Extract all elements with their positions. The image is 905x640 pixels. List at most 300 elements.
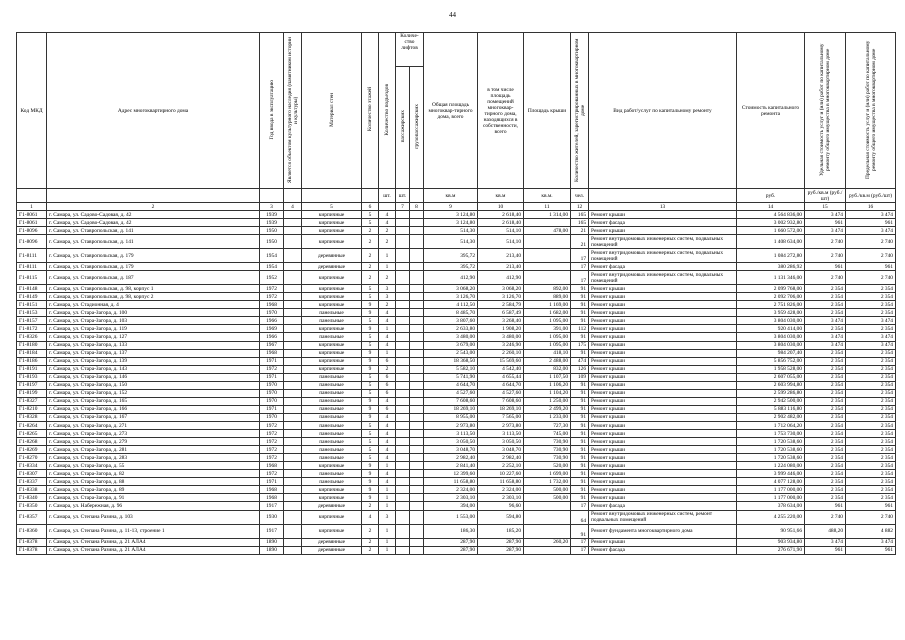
cell-entrances: 2 — [379, 235, 396, 249]
cell-unit-cost: 3 474 — [805, 333, 846, 341]
cell-unit-cost: 2 354 — [805, 494, 846, 502]
cell-floors: 5 — [362, 219, 379, 227]
cell-heritage — [284, 470, 302, 478]
cell-work-type: Ремонт крыши — [589, 470, 737, 478]
cell-entrances: 1 — [379, 486, 396, 494]
cell-address: г. Самара, ул. Стара-Загора, д. 146 — [47, 373, 260, 381]
cell-owned-area: 287,90 — [478, 538, 524, 546]
cell-limit-cost: 2 354 — [846, 405, 896, 413]
cell-heritage — [284, 510, 302, 524]
cell-work-type: Ремонт фундамента многоквартирного дома — [589, 524, 737, 538]
cell-total-area: 394,00 — [424, 502, 478, 510]
cell-heritage — [284, 235, 302, 249]
column-number: 9 — [424, 203, 478, 211]
cell-code: Г1-8378 — [17, 538, 47, 546]
cell-limit-cost: 2 354 — [846, 349, 896, 357]
cell-limit-cost: 4 882 — [846, 524, 896, 538]
cell-cost: 2 751 826,00 — [737, 301, 805, 309]
cell-limit-cost: 2 354 — [846, 285, 896, 293]
cell-limit-cost: 3 474 — [846, 211, 896, 219]
cell-roof-area: 1 095,00 — [524, 341, 571, 349]
cell-heritage — [284, 341, 302, 349]
cell-heritage — [284, 285, 302, 293]
cell-roof-area: 1 095,00 — [524, 333, 571, 341]
cell-floors: 2 — [362, 546, 379, 554]
cell-owned-area: 2 618,40 — [478, 219, 524, 227]
cell-residents: 474 — [571, 357, 589, 365]
cell-floors: 9 — [362, 309, 379, 317]
cell-code: Г1-8270 — [17, 454, 47, 462]
cell-unit-cost: 2 740 — [805, 249, 846, 263]
cell-owned-area: 2 252,10 — [478, 462, 524, 470]
cell-year: 1939 — [260, 219, 284, 227]
table-row — [17, 413, 896, 421]
cell-lifts-passenger — [396, 438, 410, 446]
cell-owned-area: 3 480,00 — [478, 333, 524, 341]
cell-cost: 2 902 482,00 — [737, 413, 805, 421]
column-number: 4 — [284, 203, 302, 211]
cell-roof-area: 1 106,20 — [524, 381, 571, 389]
cell-floors: 5 — [362, 211, 379, 219]
cell-total-area: 1 553,00 — [424, 510, 478, 524]
cell-code: Г1-8264 — [17, 421, 47, 429]
cell-entrances: 1 — [379, 546, 396, 554]
page-number: 44 — [449, 11, 456, 19]
cell-roof-area: 1 095,00 — [524, 317, 571, 325]
cell-roof-area: 500,00 — [524, 494, 571, 502]
table-row — [17, 478, 896, 486]
cell-total-area: 4 644,70 — [424, 381, 478, 389]
cell-code: Г1-8307 — [17, 470, 47, 478]
cell-cost: 4 564 836,00 — [737, 211, 805, 219]
cell-residents: 91 — [571, 309, 589, 317]
cell-address: г. Самара, ул. Стара-Загора, д. 119 — [47, 325, 260, 333]
cell-cost: 3 804 030,00 — [737, 333, 805, 341]
cell-lifts-freight — [410, 349, 424, 357]
cell-heritage — [284, 219, 302, 227]
cell-residents: 21 — [571, 227, 589, 235]
cell-lifts-freight — [410, 430, 424, 438]
cell-wall-material: панельные — [302, 389, 362, 397]
cell-address: г. Самара, ул. Ставропольская, д. 141 — [47, 235, 260, 249]
table-row — [17, 421, 896, 429]
cell-wall-material: кирпичные — [302, 219, 362, 227]
cell-lifts-passenger — [396, 397, 410, 405]
cell-roof-area: 892,00 — [524, 285, 571, 293]
cell-wall-material: панельные — [302, 446, 362, 454]
table-row — [17, 524, 896, 538]
cell-heritage — [284, 413, 302, 421]
cell-code: Г1-8378 — [17, 546, 47, 554]
cell-lifts-passenger — [396, 510, 410, 524]
cell-limit-cost: 2 354 — [846, 389, 896, 397]
cell-lifts-passenger — [396, 219, 410, 227]
cell-work-type: Ремонт фасада — [589, 546, 737, 554]
cell-heritage — [284, 494, 302, 502]
cell-code: Г1-8180 — [17, 341, 47, 349]
cell-roof-area: 260,20 — [524, 538, 571, 546]
cell-unit-cost: 2 354 — [805, 285, 846, 293]
cell-entrances: 1 — [379, 263, 396, 271]
table-row — [17, 430, 896, 438]
cell-cost: 5 883 116,80 — [737, 405, 805, 413]
cell-entrances: 4 — [379, 309, 396, 317]
cell-lifts-freight — [410, 301, 424, 309]
cell-wall-material: деревянные — [302, 502, 362, 510]
cell-lifts-freight — [410, 462, 424, 470]
cell-wall-material: кирпичные — [302, 235, 362, 249]
cell-entrances: 2 — [379, 301, 396, 309]
cell-wall-material: панельные — [302, 413, 362, 421]
cell-heritage — [284, 546, 302, 554]
cell-unit-cost: 2 354 — [805, 293, 846, 301]
cell-total-area: 2 543,00 — [424, 349, 478, 357]
cell-floors: 5 — [362, 381, 379, 389]
cell-owned-area: 2 303,10 — [478, 494, 524, 502]
cell-wall-material: панельные — [302, 438, 362, 446]
cell-total-area: 4 527,60 — [424, 389, 478, 397]
cell-total-area: 5 582,10 — [424, 365, 478, 373]
cell-work-type: Ремонт крыши — [589, 446, 737, 454]
cell-unit-cost: 2 354 — [805, 478, 846, 486]
unit-residents: чел. — [571, 189, 589, 203]
cell-heritage — [284, 538, 302, 546]
cell-owned-area: 2 618,40 — [478, 211, 524, 219]
cell-heritage — [284, 373, 302, 381]
cell-lifts-passenger — [396, 389, 410, 397]
table-row — [17, 486, 896, 494]
cell-entrances: 4 — [379, 413, 396, 421]
cell-wall-material: панельные — [302, 421, 362, 429]
cell-year: 1972 — [260, 438, 284, 446]
cell-address: г. Самара, ул. Ставропольская, д. 141 — [47, 227, 260, 235]
cell-year: 1917 — [260, 502, 284, 510]
cell-lifts-freight — [410, 263, 424, 271]
header-year: Год ввода в эксплуатацию — [268, 79, 275, 140]
cell-address: г. Самара, ул. Степана Разина, д. 103 — [47, 510, 260, 524]
cell-cost: 1 720 538,60 — [737, 438, 805, 446]
cell-limit-cost: 2 354 — [846, 446, 896, 454]
table-row — [17, 285, 896, 293]
cell-floors: 2 — [362, 271, 379, 285]
table-row — [17, 502, 896, 510]
header-lifts: Количе-ство лифтов — [396, 33, 424, 67]
cell-code: Г1-8337 — [17, 478, 47, 486]
cell-address: г. Самара, ул. Ставропольская, д. 187 — [47, 271, 260, 285]
cell-total-area: 3 124,80 — [424, 211, 478, 219]
cell-unit-cost: 2 354 — [805, 381, 846, 389]
cell-cost: 2 607 055,00 — [737, 373, 805, 381]
cell-work-type: Ремонт внутридомовых инженерных систем, подвальных помещений — [589, 249, 737, 263]
cell-heritage — [284, 349, 302, 357]
cell-residents: 91 — [571, 494, 589, 502]
table-row — [17, 263, 896, 271]
cell-total-area: 4 112,50 — [424, 301, 478, 309]
cell-work-type: Ремонт крыши — [589, 438, 737, 446]
cell-residents: 109 — [571, 373, 589, 381]
cell-lifts-passenger — [396, 494, 410, 502]
cell-unit-cost: 2 354 — [805, 309, 846, 317]
cell-total-area: 3 068,20 — [424, 285, 478, 293]
cell-entrances: 4 — [379, 341, 396, 349]
cell-owned-area: 3 050,50 — [478, 438, 524, 446]
cell-floors: 9 — [362, 397, 379, 405]
cell-floors: 9 — [362, 413, 379, 421]
cell-lifts-passenger — [396, 405, 410, 413]
cell-residents: 91 — [571, 470, 589, 478]
cell-limit-cost: 2 354 — [846, 301, 896, 309]
cell-owned-area: 514,10 — [478, 235, 524, 249]
cell-work-type: Ремонт крыши — [589, 462, 737, 470]
cell-heritage — [284, 333, 302, 341]
cell-unit-cost: 2 354 — [805, 349, 846, 357]
cell-lifts-passenger — [396, 357, 410, 365]
cell-year: 1968 — [260, 494, 284, 502]
cell-residents: 91 — [571, 454, 589, 462]
cell-lifts-freight — [410, 546, 424, 554]
cell-work-type: Ремонт крыши — [589, 413, 737, 421]
table-row — [17, 227, 896, 235]
cell-unit-cost: 2 354 — [805, 438, 846, 446]
cell-entrances: 1 — [379, 502, 396, 510]
cell-roof-area: 727,30 — [524, 421, 571, 429]
cell-year: 1967 — [260, 341, 284, 349]
cell-address: г. Самара, ул. Стара-Загора, д. 152 — [47, 389, 260, 397]
cell-total-area: 5 741,90 — [424, 373, 478, 381]
cell-entrances: 1 — [379, 538, 396, 546]
table-row — [17, 389, 896, 397]
cell-heritage — [284, 438, 302, 446]
cell-cost: 920 414,00 — [737, 325, 805, 333]
cell-unit-cost: 2 354 — [805, 454, 846, 462]
table-row — [17, 510, 896, 524]
cell-limit-cost: 2 354 — [846, 486, 896, 494]
cell-heritage — [284, 271, 302, 285]
cell-total-area: 3 050,50 — [424, 438, 478, 446]
cell-lifts-freight — [410, 389, 424, 397]
cell-wall-material: панельные — [302, 470, 362, 478]
cell-cost: 1 224 080,00 — [737, 462, 805, 470]
header-floors: Количество этажей — [367, 87, 373, 132]
cell-wall-material: кирпичные — [302, 325, 362, 333]
cell-heritage — [284, 317, 302, 325]
cell-unit-cost: 488,20 — [805, 524, 846, 538]
cell-lifts-freight — [410, 446, 424, 454]
cell-cost: 2 599 286,80 — [737, 389, 805, 397]
cell-wall-material: кирпичные — [302, 211, 362, 219]
cell-heritage — [284, 365, 302, 373]
cell-total-area: 3 807,60 — [424, 317, 478, 325]
table-row — [17, 546, 896, 554]
cell-limit-cost: 2 740 — [846, 510, 896, 524]
cell-address: г. Самара, ул. Садово-Садовая, д. 42 — [47, 211, 260, 219]
cell-roof-area: 391,00 — [524, 325, 571, 333]
table-row — [17, 454, 896, 462]
cell-cost: 1 408 634,00 — [737, 235, 805, 249]
cell-total-area: 2 982,40 — [424, 454, 478, 462]
cell-owned-area: 10 227,60 — [478, 470, 524, 478]
cell-lifts-freight — [410, 317, 424, 325]
cell-heritage — [284, 249, 302, 263]
cell-limit-cost: 961 — [846, 219, 896, 227]
cell-unit-cost: 2 354 — [805, 357, 846, 365]
cell-lifts-passenger — [396, 211, 410, 219]
cell-total-area: 287,90 — [424, 538, 478, 546]
cell-address: г. Самара, ул. Набережная, д. 96 — [47, 502, 260, 510]
cell-limit-cost: 961 — [846, 502, 896, 510]
cell-heritage — [284, 381, 302, 389]
table-body — [17, 211, 896, 555]
cell-lifts-passenger — [396, 430, 410, 438]
cell-limit-cost: 2 354 — [846, 357, 896, 365]
cell-total-area: 3 124,80 — [424, 219, 478, 227]
cell-address: г. Самара, ул. Стара-Загора, д. 127 — [47, 333, 260, 341]
cell-work-type: Ремонт внутридомовых инженерных систем, ремонт подвальных помещений — [589, 510, 737, 524]
cell-address: г. Самара, ул. Стара-Загора, д. 167 — [47, 413, 260, 421]
cell-entrances: 6 — [379, 381, 396, 389]
cell-address: г. Самара, ул. Стара-Загора, д. 55 — [47, 462, 260, 470]
cell-entrances: 2 — [379, 271, 396, 285]
cell-total-area: 3 126,70 — [424, 293, 478, 301]
cell-heritage — [284, 446, 302, 454]
cell-heritage — [284, 454, 302, 462]
cell-roof-area — [524, 263, 571, 271]
cell-cost: 4 077 128,00 — [737, 478, 805, 486]
cell-cost: 90 951,66 — [737, 524, 805, 538]
cell-unit-cost: 3 474 — [805, 317, 846, 325]
cell-roof-area — [524, 546, 571, 554]
table-row — [17, 538, 896, 546]
cell-year: 1950 — [260, 235, 284, 249]
cell-entrances: 1 — [379, 494, 396, 502]
cell-roof-area: 832,00 — [524, 365, 571, 373]
cell-owned-area: 3 268,40 — [478, 317, 524, 325]
cell-code: Г1-8350 — [17, 502, 47, 510]
cell-work-type: Ремонт крыши — [589, 454, 737, 462]
cell-entrances: 4 — [379, 470, 396, 478]
cell-entrances: 3 — [379, 510, 396, 524]
column-number: 6 — [362, 203, 379, 211]
cell-heritage — [284, 293, 302, 301]
cell-limit-cost: 2 354 — [846, 438, 896, 446]
cell-roof-area: 730,90 — [524, 438, 571, 446]
cell-lifts-freight — [410, 454, 424, 462]
cell-lifts-passenger — [396, 462, 410, 470]
cell-lifts-passenger — [396, 285, 410, 293]
cell-owned-area: 2 584,79 — [478, 301, 524, 309]
cell-unit-cost: 2 354 — [805, 405, 846, 413]
cell-owned-area: 4 644,70 — [478, 381, 524, 389]
cell-address: г. Самара, ул. Стара-Загора, д. 137 — [47, 349, 260, 357]
cell-wall-material: панельные — [302, 405, 362, 413]
cell-cost: 1 712 064,20 — [737, 421, 805, 429]
cell-floors: 5 — [362, 389, 379, 397]
cell-lifts-freight — [410, 293, 424, 301]
cell-work-type: Ремонт внутридомовых инженерных систем, подвальных помещений — [589, 235, 737, 249]
cell-code: Г1-8153 — [17, 309, 47, 317]
cell-heritage — [284, 462, 302, 470]
cell-residents: 91 — [571, 438, 589, 446]
cell-limit-cost: 3 474 — [846, 341, 896, 349]
cell-cost: 3 804 030,00 — [737, 317, 805, 325]
cell-cost: 1 131 346,00 — [737, 271, 805, 285]
cell-lifts-freight — [410, 219, 424, 227]
cell-floors: 9 — [362, 478, 379, 486]
cell-floors: 2 — [362, 502, 379, 510]
cell-floors: 9 — [362, 470, 379, 478]
cell-lifts-passenger — [396, 413, 410, 421]
cell-total-area: 3 048,70 — [424, 446, 478, 454]
cell-entrances: 4 — [379, 446, 396, 454]
cell-residents: 112 — [571, 325, 589, 333]
cell-roof-area — [524, 235, 571, 249]
cell-cost: 5 856 752,00 — [737, 357, 805, 365]
table-row — [17, 494, 896, 502]
cell-cost: 4 255 220,00 — [737, 510, 805, 524]
header-heritage: Является объектом культурного наследия (памятником истории и культуры) — [286, 36, 299, 183]
cell-total-area: 8 485,70 — [424, 309, 478, 317]
cell-owned-area: 594,80 — [478, 510, 524, 524]
cell-total-area: 18 269,10 — [424, 405, 478, 413]
cell-residents: 91 — [571, 349, 589, 357]
cell-unit-cost: 2 354 — [805, 301, 846, 309]
cell-unit-cost: 3 474 — [805, 227, 846, 235]
cell-heritage — [284, 397, 302, 405]
cell-residents: 91 — [571, 405, 589, 413]
cell-entrances: 1 — [379, 249, 396, 263]
unit-total-area: кв.м — [424, 189, 478, 203]
cell-owned-area: 2 973,80 — [478, 421, 524, 429]
cell-wall-material: кирпичные — [302, 285, 362, 293]
cell-residents: 91 — [571, 389, 589, 397]
header-unit-cost: Удельная стоимость услуг и (или) работ по капитальному ремонту общего имущества в многоквартирном доме — [819, 43, 832, 176]
cell-floors: 5 — [362, 421, 379, 429]
cell-heritage — [284, 486, 302, 494]
cell-year: 1969 — [260, 325, 284, 333]
cell-work-type: Ремонт крыши — [589, 430, 737, 438]
cell-year: 1950 — [260, 227, 284, 235]
cell-year: 1954 — [260, 263, 284, 271]
cell-lifts-passenger — [396, 365, 410, 373]
cell-lifts-passenger — [396, 373, 410, 381]
cell-year: 1970 — [260, 389, 284, 397]
cell-residents: 91 — [571, 293, 589, 301]
cell-unit-cost: 3 474 — [805, 538, 846, 546]
cell-roof-area: 1 250,00 — [524, 397, 571, 405]
cell-cost: 3 999 446,00 — [737, 470, 805, 478]
cell-floors: 9 — [362, 494, 379, 502]
cell-owned-area: 412,90 — [478, 271, 524, 285]
cell-address: г. Самара, ул. Стара-Загора, д. 150 — [47, 381, 260, 389]
cell-wall-material: деревянные — [302, 538, 362, 546]
cell-lifts-freight — [410, 227, 424, 235]
cell-lifts-passenger — [396, 309, 410, 317]
header-entrances: Количество подъездов — [384, 83, 390, 136]
cell-code: Г1-8096 — [17, 227, 47, 235]
cell-work-type: Ремонт крыши — [589, 486, 737, 494]
cell-wall-material: панельные — [302, 397, 362, 405]
cell-total-area: 12 399,60 — [424, 470, 478, 478]
cell-lifts-freight — [410, 478, 424, 486]
cell-total-area: 18 368,50 — [424, 357, 478, 365]
cell-total-area: 395,72 — [424, 263, 478, 271]
cell-work-type: Ремонт фасада — [589, 219, 737, 227]
header-roof-area: Площадь крыши — [524, 33, 571, 189]
cell-code: Г1-8191 — [17, 365, 47, 373]
cell-work-type: Ремонт крыши — [589, 325, 737, 333]
cell-entrances: 4 — [379, 430, 396, 438]
cell-code: Г1-8061 — [17, 219, 47, 227]
